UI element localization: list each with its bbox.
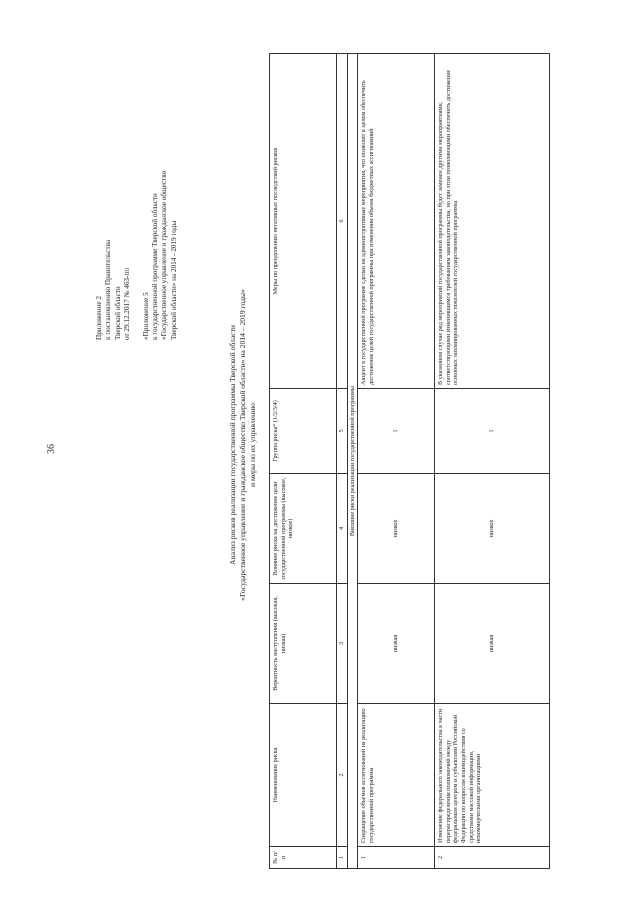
appendix-line: Тверской области bbox=[113, 286, 122, 340]
table-row bbox=[435, 54, 550, 869]
risk-impact: низкое bbox=[435, 474, 550, 584]
risk-measures: Акцент в государственной программе сделан на административные мероприятия, что позволит в целом обеспечить достижение целей государственной программы при изменении объема бюджетных ассигнований bbox=[358, 54, 435, 389]
table-row bbox=[358, 54, 435, 869]
risk-name: Сокращение объемов ассигнований на реализацию государственной программы bbox=[358, 704, 435, 847]
title-line: «Государственное управление и гражданское общество Тверской области» на 2014 – 2019 годы» bbox=[238, 289, 247, 601]
section-row bbox=[347, 54, 358, 869]
appendix-line: к государственной программе Тверской области bbox=[151, 193, 160, 340]
title-line: и меры по их управлению bbox=[248, 403, 257, 487]
risk-name: Изменение федерального законодательства в части перераспределения полномочий между федеральным центром и субъектами Российской Федерации по вопросам взаимодействия со средствами массовой информации, некоммерческими организациями bbox=[435, 704, 550, 847]
title-line: Анализ рисков реализации государственной программы Тверской области bbox=[228, 325, 237, 565]
column-header: Влияние риска на достижение цели государственной программы (высокое, низкое) bbox=[270, 474, 337, 584]
risk-group: 1 bbox=[358, 389, 435, 474]
risk-probability: низкая bbox=[358, 584, 435, 704]
risk-probability: низкая bbox=[435, 584, 550, 704]
column-number: 1 bbox=[337, 847, 348, 869]
appendix-header bbox=[95, 40, 179, 340]
appendix-line: Приложение 2 bbox=[95, 296, 103, 340]
column-header: Вероятность наступления (высокая, низкая) bbox=[270, 584, 337, 704]
table-header-row bbox=[270, 54, 337, 869]
risk-group: 1 bbox=[435, 389, 550, 474]
risk-impact: низкое bbox=[358, 474, 435, 584]
page-number: 36 bbox=[46, 444, 57, 454]
column-number: 2 bbox=[337, 704, 348, 847]
row-number: 1 bbox=[358, 847, 435, 869]
section-title: Внешние риски реализации государственной программы bbox=[347, 54, 358, 869]
column-number-row bbox=[337, 54, 348, 869]
appendix-line: к постановлению Правительства bbox=[104, 239, 113, 340]
column-number: 6 bbox=[337, 54, 348, 389]
column-number: 5 bbox=[337, 389, 348, 474]
appendix-line: Тверской области» на 2014 - 2019 годы bbox=[169, 220, 178, 340]
column-header: Меры по преодолению негативных последствий рисков bbox=[270, 54, 337, 389]
column-header: № п/п bbox=[270, 847, 337, 869]
column-header: Наименование риска bbox=[270, 704, 337, 847]
risk-measures: В указанном случае ряд мероприятий государственной программы будет заменен другими мероприятиями, соответствующими изменившимся требованиям законодательства, но при этом позволяющими обеспечить достижение основных запланированных показателей государственной программы bbox=[435, 54, 550, 389]
risk-analysis-table bbox=[269, 53, 550, 869]
column-header: Группа риска* (1/2/3/4) bbox=[270, 389, 337, 474]
row-number: 2 bbox=[435, 847, 550, 869]
column-number: 3 bbox=[337, 584, 348, 704]
document-title bbox=[228, 165, 258, 725]
appendix-line: «Приложение 5 bbox=[141, 292, 150, 340]
appendix-line: от 29.12.2017 № 463-пп bbox=[123, 267, 132, 340]
appendix-line: «Государственное управление и гражданское общество bbox=[160, 170, 169, 340]
column-number: 4 bbox=[337, 474, 348, 584]
